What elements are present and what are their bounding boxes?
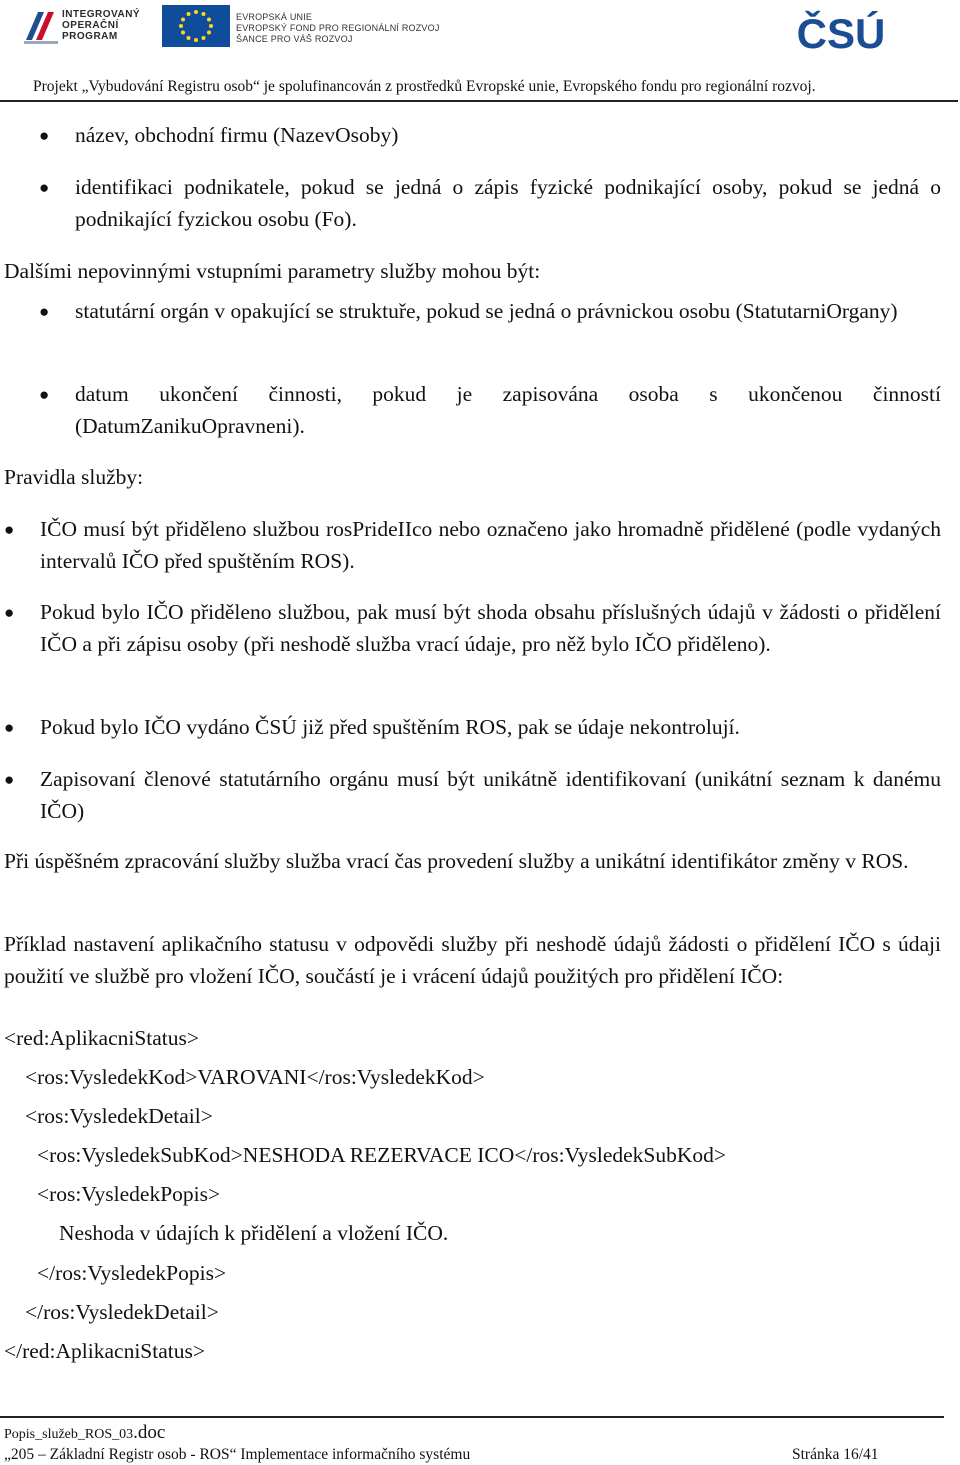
code-line: </ros:VysledekDetail> xyxy=(25,1300,219,1324)
list-item: identifikaci podnikatele, pokud se jedná o zápis fyzické podnikající osoby, pokud se jedná o podnikající fyzickou osobu (Fo). xyxy=(75,175,941,231)
code-line: <ros:VysledekPopis> xyxy=(37,1182,221,1206)
doc-name: Popis_služeb_ROS_03 xyxy=(4,1427,134,1442)
eu-logo-text xyxy=(236,12,440,45)
page-header xyxy=(0,0,960,104)
bullet-icon: ● xyxy=(39,178,50,197)
project-note: Projekt „Vybudování Registru osob“ je spolufinancován z prostředků Evropské unie, Evropského fondu pro regionální rozvoj. xyxy=(33,78,816,95)
rule-item: Zapisovaní členové statutárního orgánu musí být unikátně identifikovaní (unikátní seznam k danému IČO) xyxy=(40,767,941,823)
code-line: <ros:VysledekSubKod>NESHODA REZERVACE ICO</ros:VysledekSubKod> xyxy=(37,1143,727,1167)
code-line: <ros:VysledekDetail> xyxy=(25,1104,213,1128)
csu-logo-icon xyxy=(782,8,900,52)
iop-logo-text xyxy=(62,9,140,42)
list-item: název, obchodní firmu (NazevOsoby) xyxy=(75,123,399,147)
iop-line-3: PROGRAM xyxy=(62,31,118,42)
bullet-icon: ● xyxy=(39,126,50,145)
success-paragraph: Při úspěšném zpracování služby služba vrací čas provedení služby a unikátní identifikátor změny v ROS. xyxy=(4,849,909,873)
list-item: statutární orgán v opakující se struktuře, pokud se jedná o právnickou osobu (StatutarniOrgany) xyxy=(75,299,898,323)
footer-divider xyxy=(0,1416,944,1418)
code-line: </ros:VysledekPopis> xyxy=(37,1261,227,1285)
code-line: <red:AplikacniStatus> xyxy=(4,1026,200,1050)
rule-item: Pokud bylo IČO vydáno ČSÚ již před spuštěním ROS, pak se údaje nekontrolují. xyxy=(40,715,740,739)
code-line: </red:AplikacniStatus> xyxy=(4,1339,205,1363)
iop-logo-icon xyxy=(22,6,62,46)
eu-flag-icon xyxy=(162,5,230,47)
page-number: Stránka 16/41 xyxy=(792,1446,879,1463)
iop-line-1: INTEGROVANÝ xyxy=(62,9,141,20)
csu-logo-text: ČSÚ xyxy=(796,10,886,52)
code-line: <ros:VysledekKod>VAROVANI</ros:VysledekKod> xyxy=(25,1065,485,1089)
bullet-icon: ● xyxy=(4,770,15,789)
bullet-icon: ● xyxy=(39,385,50,404)
bullet-icon: ● xyxy=(4,603,15,622)
optional-intro: Dalšími nepovinnými vstupními parametry služby mohou být: xyxy=(4,259,541,283)
iop-line-2: OPERAČNÍ xyxy=(62,20,119,31)
list-item: datum ukončení činnosti, pokud je zapisována osoba s ukončenou činností (DatumZanikuOpravneni). xyxy=(75,382,941,438)
footer-doc-name xyxy=(4,1422,165,1444)
code-line: Neshoda v údajích k přidělení a vložení IČO. xyxy=(59,1221,449,1245)
bullet-icon: ● xyxy=(4,718,15,737)
bullet-icon: ● xyxy=(4,520,15,539)
doc-extension: .doc xyxy=(133,1422,166,1443)
rule-item: Pokud bylo IČO přiděleno službou, pak musí být shoda obsahu příslušných údajů v žádosti o přidělení IČO a při zápisu osoby (při neshodě služba vrací údaje, pro něž bylo IČO přiděleno). xyxy=(40,600,941,656)
header-divider xyxy=(0,100,958,102)
example-paragraph: Příklad nastavení aplikačního statusu v odpovědi služby při neshodě údajů žádosti o přidělení IČO s údaji použití ve službě pro vložení IČO, součástí je i vrácení údajů použitých pro přidělení IČO: xyxy=(4,932,941,988)
rules-heading: Pravidla služby: xyxy=(4,465,144,489)
rule-item: IČO musí být přiděleno službou rosPrideIIco nebo označeno jako hromadně přidělené (podle vydaných intervalů IČO před spuštěním ROS). xyxy=(40,517,941,573)
bullet-icon: ● xyxy=(39,302,50,321)
eu-line-2: EVROPSKÝ FOND PRO REGIONÁLNÍ ROZVOJ xyxy=(236,23,440,33)
eu-line-1: EVROPSKÁ UNIE xyxy=(236,12,313,22)
eu-line-3: ŠANCE PRO VÁŠ ROZVOJ xyxy=(236,34,353,44)
footer-project-line: „205 – Základní Registr osob - ROS“ Implementace informačního systému xyxy=(4,1446,471,1463)
